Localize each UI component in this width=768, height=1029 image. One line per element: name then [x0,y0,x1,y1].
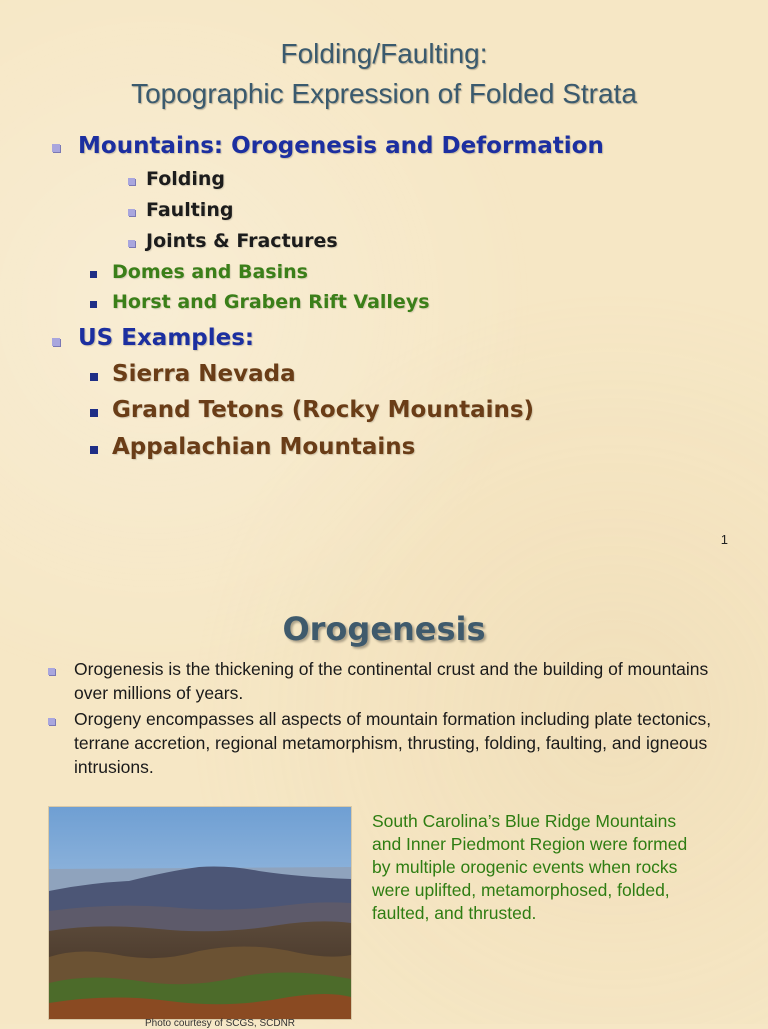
bullet-icon [48,718,55,725]
list-item-domes-basins: Domes and Basins [112,261,308,283]
bullet-icon [128,178,135,185]
list-item-faulting: Faulting [146,199,234,221]
list-item-horst-graben: Horst and Graben Rift Valleys [112,291,430,313]
bullet-icon [48,668,55,675]
paragraph-orogenesis: Orogenesis is the thickening of the continental crust and the building of mountains over millions of years. [74,659,709,703]
bullet-icon [90,373,98,381]
list-item-joints-fractures: Joints & Fractures [146,230,338,252]
title-line-2: Topographic Expression of Folded Strata [131,78,637,109]
section-heading-us-examples: US Examples: [78,325,255,351]
mountain-landscape-photo [48,806,352,1020]
bullet-icon [128,240,135,247]
bullet-icon [52,144,60,152]
bullet-icon [90,271,97,278]
bullet-icon [128,209,135,216]
bullet-icon [90,446,98,454]
bullet-icon [52,338,60,346]
title-line-1: Folding/Faulting: [280,38,488,69]
photo-credit: Photo courtesy of SCGS, SCDNR [144,1018,296,1029]
slide-title: Orogenesis [282,610,486,648]
bullet-icon [90,409,98,417]
list-item-folding: Folding [146,168,226,190]
page-number: 1 [720,532,728,547]
list-item-appalachian: Appalachian Mountains [112,434,416,460]
paragraph-orogeny: Orogeny encompasses all aspects of mountain formation including plate tectonics, terrane accretion, regional metamorphism, thrusting, folding, faulting, and igneous intrusions. [74,709,712,777]
section-heading-mountains: Mountains: Orogenesis and Deformation [78,133,604,159]
slide-title [0,34,768,114]
slide-2 [0,596,768,1029]
list-item-grand-tetons: Grand Tetons (Rocky Mountains) [112,397,535,423]
list-item-sierra-nevada: Sierra Nevada [112,361,296,387]
photo-caption: South Carolina’s Blue Ridge Mountains and Inner Piedmont Region were formed by multiple orogenic events when rocks were uplifted, metamorphosed, folded, faulted, and thrusted. [372,811,688,923]
bullet-icon [90,301,97,308]
